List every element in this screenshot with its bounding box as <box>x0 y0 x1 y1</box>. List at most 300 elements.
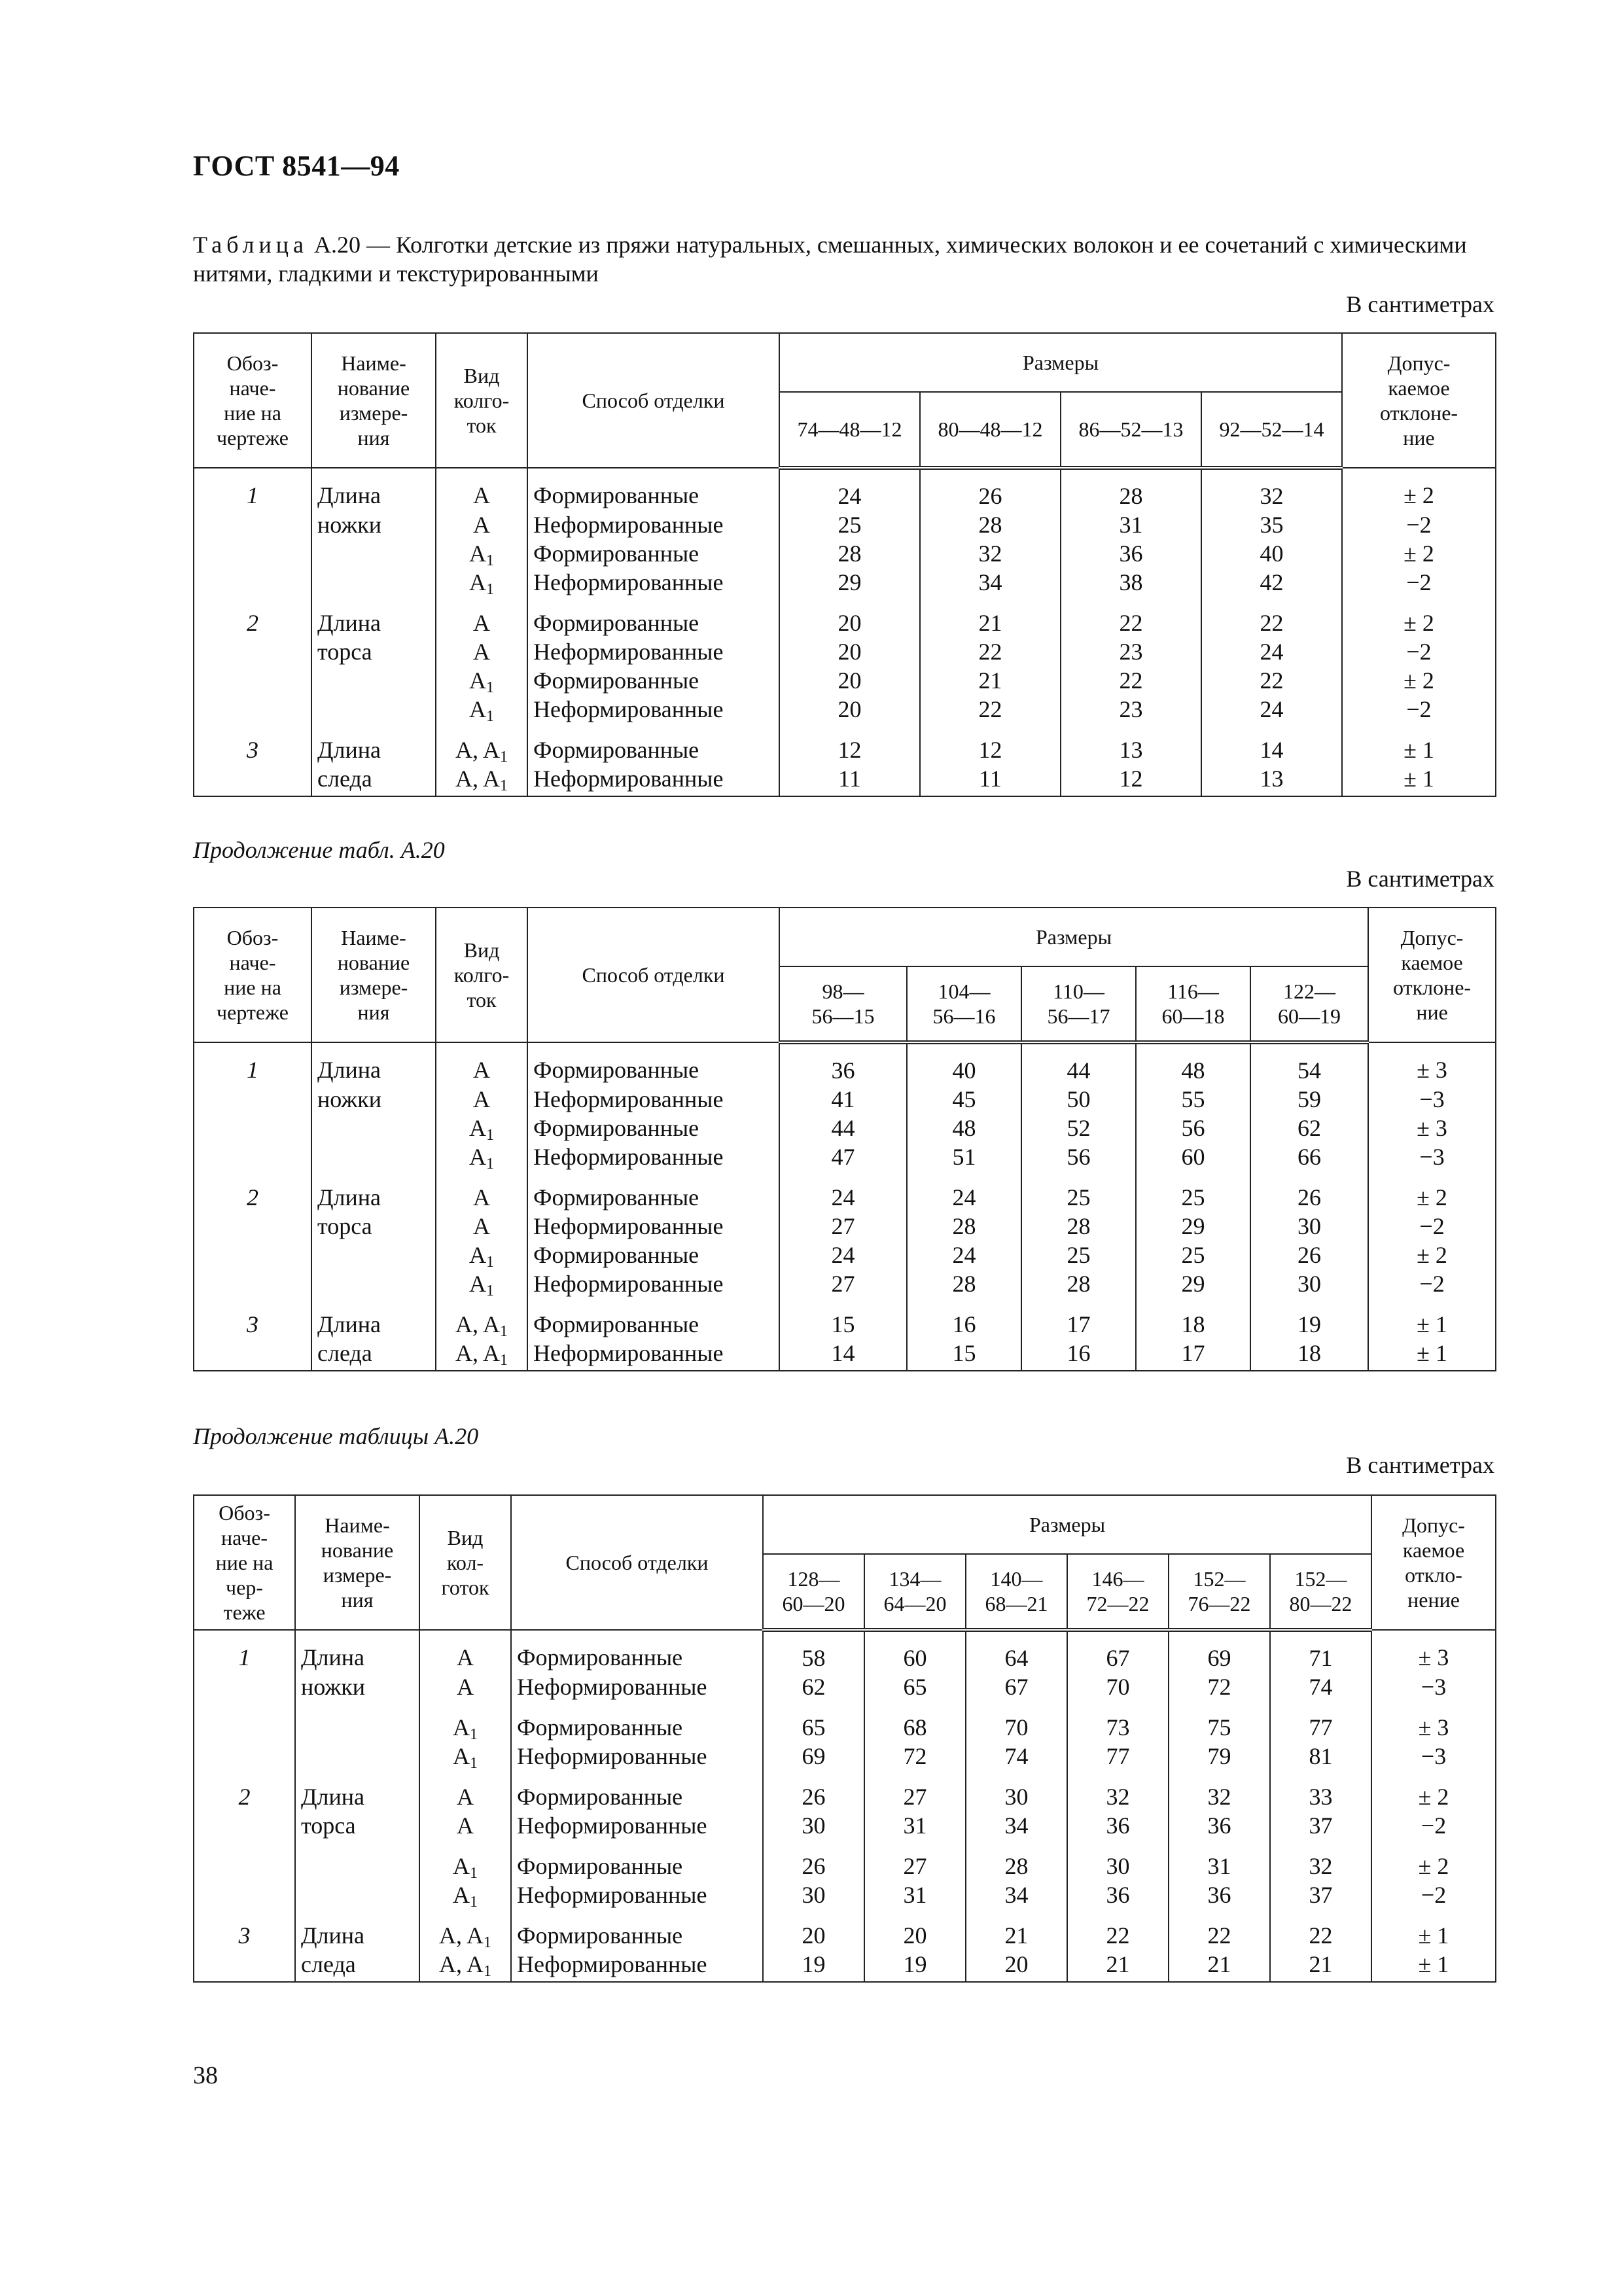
tights-type-cell: A <box>436 1042 527 1085</box>
header-size-value: 110— 56—17 <box>1021 966 1136 1042</box>
table-caption <box>193 230 1495 288</box>
size-value-cell: 14 <box>1201 724 1342 764</box>
size-value-cell: 22 <box>1067 1909 1169 1950</box>
size-value-cell: 22 <box>1201 666 1342 695</box>
size-value-cell: 19 <box>864 1950 966 1982</box>
tights-type-cell: $A_1$ <box>436 539 527 568</box>
tights-type-cell: $A_1$ <box>436 1142 527 1171</box>
continuation-caption-1: Продолжение табл. А.20 <box>193 837 445 863</box>
mark-cell <box>194 1085 311 1114</box>
size-value-cell: 20 <box>779 637 920 666</box>
size-value-cell: 44 <box>1021 1042 1136 1085</box>
finishing-method-cell: Формированные <box>527 1298 779 1339</box>
size-value-cell: 48 <box>907 1114 1021 1142</box>
table-row <box>194 1811 1496 1840</box>
table-row <box>194 1269 1496 1298</box>
tolerance-cell: ± 2 <box>1342 468 1496 510</box>
table-row <box>194 1950 1496 1982</box>
tights-type-cell: A, $A_1$ <box>436 724 527 764</box>
size-value-cell: 27 <box>864 1840 966 1881</box>
mark-cell <box>194 1881 295 1909</box>
size-value-cell: 20 <box>763 1909 864 1950</box>
size-value-cell: 21 <box>920 666 1061 695</box>
table-row <box>194 510 1496 539</box>
mark-cell <box>194 1114 311 1142</box>
size-value-cell: 22 <box>920 695 1061 724</box>
size-value-cell: 68 <box>864 1701 966 1742</box>
tights-type-cell: A <box>436 1212 527 1241</box>
size-value-cell: 24 <box>779 1241 907 1269</box>
tights-type-cell: A, $A_1$ <box>436 1339 527 1371</box>
table-row <box>194 568 1496 597</box>
size-value-cell: 31 <box>1169 1840 1270 1881</box>
tolerance-cell: ± 2 <box>1368 1241 1496 1269</box>
finishing-method-cell: Формированные <box>527 1042 779 1085</box>
size-value-cell: 72 <box>1169 1672 1270 1701</box>
size-value-cell: 24 <box>1201 695 1342 724</box>
measurement-name-cell: ножки <box>311 510 436 539</box>
tights-type-cell: $A_1$ <box>419 1742 511 1771</box>
finishing-method-cell: Неформированные <box>511 1811 763 1840</box>
tolerance-cell: −2 <box>1371 1811 1496 1840</box>
size-value-cell: 70 <box>966 1701 1067 1742</box>
table-row <box>194 1771 1496 1811</box>
measurement-name-cell <box>295 1701 419 1742</box>
size-value-cell: 32 <box>1201 468 1342 510</box>
tights-type-cell: A <box>436 637 527 666</box>
measurement-name-cell: Длина <box>311 1171 436 1212</box>
size-value-cell: 62 <box>1250 1114 1368 1142</box>
measurement-name-cell: Длина <box>295 1771 419 1811</box>
measurement-name-cell <box>311 1142 436 1171</box>
header-size-value: 134— 64—20 <box>864 1554 966 1630</box>
size-value-cell: 37 <box>1270 1811 1371 1840</box>
header-size-value: 104— 56—16 <box>907 966 1021 1042</box>
size-value-cell: 20 <box>864 1909 966 1950</box>
size-value-cell: 27 <box>864 1771 966 1811</box>
size-value-cell: 23 <box>1061 637 1201 666</box>
header-finishing-method: Способ отделки <box>511 1495 763 1630</box>
size-value-cell: 12 <box>1061 764 1201 796</box>
tolerance-cell: −2 <box>1342 695 1496 724</box>
measurement-name-cell <box>295 1840 419 1881</box>
size-value-cell: 22 <box>1061 597 1201 637</box>
measurement-name-cell: следа <box>311 764 436 796</box>
size-value-cell: 32 <box>920 539 1061 568</box>
header-tolerance: Допус- каемое отклоне- ние <box>1342 333 1496 468</box>
table-row <box>194 1298 1496 1339</box>
size-value-cell: 22 <box>1270 1909 1371 1950</box>
table-row <box>194 1840 1496 1881</box>
size-value-cell: 74 <box>1270 1672 1371 1701</box>
size-value-cell: 33 <box>1270 1771 1371 1811</box>
tights-type-cell: A <box>436 468 527 510</box>
size-value-cell: 15 <box>907 1339 1021 1371</box>
size-value-cell: 26 <box>920 468 1061 510</box>
size-value-cell: 21 <box>1067 1950 1169 1982</box>
size-value-cell: 25 <box>1021 1241 1136 1269</box>
mark-cell <box>194 568 311 597</box>
mark-cell <box>194 1672 295 1701</box>
size-value-cell: 21 <box>1169 1950 1270 1982</box>
size-value-cell: 58 <box>763 1630 864 1672</box>
size-value-cell: 34 <box>966 1811 1067 1840</box>
mark-cell <box>194 1950 295 1982</box>
tolerance-cell: −2 <box>1342 568 1496 597</box>
size-table-3 <box>193 1494 1496 1983</box>
finishing-method-cell: Неформированные <box>527 637 779 666</box>
tights-type-cell: $A_1$ <box>419 1840 511 1881</box>
tolerance-cell: ± 1 <box>1368 1339 1496 1371</box>
size-value-cell: 28 <box>1021 1269 1136 1298</box>
size-value-cell: 11 <box>920 764 1061 796</box>
mark-cell <box>194 666 311 695</box>
mark-cell: 3 <box>194 1909 295 1950</box>
mark-cell <box>194 695 311 724</box>
table-row <box>194 764 1496 796</box>
size-value-cell: 59 <box>1250 1085 1368 1114</box>
tolerance-cell: ± 1 <box>1371 1909 1496 1950</box>
size-value-cell: 18 <box>1136 1298 1250 1339</box>
header-size-value: 116— 60—18 <box>1136 966 1250 1042</box>
measurement-name-cell: Длина <box>311 468 436 510</box>
size-value-cell: 36 <box>1067 1881 1169 1909</box>
table-row <box>194 1042 1496 1085</box>
mark-cell <box>194 1142 311 1171</box>
measurement-name-cell <box>311 539 436 568</box>
size-value-cell: 25 <box>1136 1171 1250 1212</box>
measurement-name-cell: ножки <box>311 1085 436 1114</box>
mark-cell: 2 <box>194 1771 295 1811</box>
header-size-value: 80—48—12 <box>920 392 1061 468</box>
measurement-name-cell: следа <box>311 1339 436 1371</box>
header-size-value: 152— 76—22 <box>1169 1554 1270 1630</box>
measurement-name-cell <box>311 666 436 695</box>
caption-text: А.20 — Колготки детские из пряжи натуральных, смешанных, химических волокон и ее сочетаний с химическими нитями, гладкими и текстурированными <box>193 232 1467 287</box>
size-value-cell: 30 <box>1250 1269 1368 1298</box>
tolerance-cell: −2 <box>1371 1881 1496 1909</box>
size-value-cell: 77 <box>1067 1742 1169 1771</box>
size-value-cell: 37 <box>1270 1881 1371 1909</box>
size-value-cell: 40 <box>907 1042 1021 1085</box>
size-value-cell: 52 <box>1021 1114 1136 1142</box>
finishing-method-cell: Формированные <box>511 1701 763 1742</box>
finishing-method-cell: Неформированные <box>527 1269 779 1298</box>
finishing-method-cell: Неформированные <box>527 568 779 597</box>
size-table-2 <box>193 907 1496 1371</box>
header-mark: Обоз- наче- ние на чер- теже <box>194 1495 295 1630</box>
size-value-cell: 22 <box>1061 666 1201 695</box>
size-value-cell: 13 <box>1061 724 1201 764</box>
tights-type-cell: A <box>436 597 527 637</box>
header-mark: Обоз- наче- ние на чертеже <box>194 908 311 1042</box>
table-row <box>194 1672 1496 1701</box>
mark-cell <box>194 1742 295 1771</box>
finishing-method-cell: Неформированные <box>527 764 779 796</box>
table-row <box>194 1701 1496 1742</box>
tolerance-cell: ± 3 <box>1371 1630 1496 1672</box>
size-value-cell: 81 <box>1270 1742 1371 1771</box>
size-value-cell: 74 <box>966 1742 1067 1771</box>
finishing-method-cell: Формированные <box>511 1909 763 1950</box>
tights-type-cell: $A_1$ <box>419 1881 511 1909</box>
tolerance-cell: ± 2 <box>1371 1771 1496 1811</box>
header-sizes: Размеры <box>763 1495 1371 1554</box>
mark-cell <box>194 1701 295 1742</box>
tolerance-cell: ± 3 <box>1371 1701 1496 1742</box>
tights-type-cell: A, $A_1$ <box>419 1950 511 1982</box>
size-value-cell: 22 <box>1169 1909 1270 1950</box>
tights-type-cell: A, $A_1$ <box>436 764 527 796</box>
finishing-method-cell: Формированные <box>527 1171 779 1212</box>
size-value-cell: 32 <box>1169 1771 1270 1811</box>
measurement-name-cell <box>311 695 436 724</box>
tights-type-cell: A <box>419 1811 511 1840</box>
finishing-method-cell: Формированные <box>527 597 779 637</box>
header-tights-type: Вид колго- ток <box>436 908 527 1042</box>
mark-cell <box>194 510 311 539</box>
finishing-method-cell: Неформированные <box>527 695 779 724</box>
table-row <box>194 1114 1496 1142</box>
units-note: В сантиметрах <box>1346 291 1494 317</box>
tolerance-cell: ± 2 <box>1342 666 1496 695</box>
size-value-cell: 12 <box>779 724 920 764</box>
size-value-cell: 64 <box>966 1630 1067 1672</box>
size-value-cell: 28 <box>779 539 920 568</box>
header-size-value: 86—52—13 <box>1061 392 1201 468</box>
finishing-method-cell: Формированные <box>511 1771 763 1811</box>
finishing-method-cell: Формированные <box>527 724 779 764</box>
tolerance-cell: ± 1 <box>1368 1298 1496 1339</box>
size-value-cell: 14 <box>779 1339 907 1371</box>
size-value-cell: 30 <box>966 1771 1067 1811</box>
table-row <box>194 637 1496 666</box>
tights-type-cell: $A_1$ <box>436 666 527 695</box>
size-value-cell: 25 <box>779 510 920 539</box>
size-value-cell: 11 <box>779 764 920 796</box>
finishing-method-cell: Формированные <box>527 1114 779 1142</box>
finishing-method-cell: Неформированные <box>527 1085 779 1114</box>
header-tights-type: Вид колго- ток <box>436 333 527 468</box>
size-value-cell: 20 <box>779 666 920 695</box>
size-value-cell: 51 <box>907 1142 1021 1171</box>
table-row <box>194 724 1496 764</box>
header-size-value: 98— 56—15 <box>779 966 907 1042</box>
tights-type-cell: A <box>419 1672 511 1701</box>
size-value-cell: 30 <box>1250 1212 1368 1241</box>
size-value-cell: 27 <box>779 1269 907 1298</box>
size-value-cell: 18 <box>1250 1339 1368 1371</box>
size-value-cell: 71 <box>1270 1630 1371 1672</box>
tights-type-cell: A <box>436 510 527 539</box>
mark-cell <box>194 764 311 796</box>
size-value-cell: 69 <box>763 1742 864 1771</box>
header-size-value: 140— 68—21 <box>966 1554 1067 1630</box>
table-row <box>194 1142 1496 1171</box>
finishing-method-cell: Формированные <box>511 1630 763 1672</box>
units-note: В сантиметрах <box>1346 1452 1494 1478</box>
tolerance-cell: ± 2 <box>1342 539 1496 568</box>
finishing-method-cell: Формированные <box>527 468 779 510</box>
tights-type-cell: $A_1$ <box>436 1114 527 1142</box>
size-value-cell: 38 <box>1061 568 1201 597</box>
tolerance-cell: −2 <box>1342 637 1496 666</box>
size-value-cell: 24 <box>779 468 920 510</box>
tolerance-cell: −3 <box>1371 1672 1496 1701</box>
mark-cell <box>194 1811 295 1840</box>
size-value-cell: 28 <box>907 1269 1021 1298</box>
header-mark: Обоз- наче- ние на чертеже <box>194 333 311 468</box>
continuation-caption-2: Продолжение таблицы А.20 <box>193 1423 479 1449</box>
finishing-method-cell: Неформированные <box>511 1881 763 1909</box>
mark-cell: 1 <box>194 1042 311 1085</box>
mark-cell <box>194 1212 311 1241</box>
size-value-cell: 19 <box>763 1950 864 1982</box>
mark-cell <box>194 1241 311 1269</box>
size-value-cell: 30 <box>763 1881 864 1909</box>
mark-cell <box>194 1269 311 1298</box>
measurement-name-cell: Длина <box>295 1630 419 1672</box>
header-size-value: 92—52—14 <box>1201 392 1342 468</box>
size-value-cell: 34 <box>920 568 1061 597</box>
finishing-method-cell: Формированные <box>527 666 779 695</box>
tolerance-cell: ± 1 <box>1371 1950 1496 1982</box>
tolerance-cell: −2 <box>1368 1269 1496 1298</box>
finishing-method-cell: Формированные <box>511 1840 763 1881</box>
measurement-name-cell: торса <box>311 1212 436 1241</box>
size-value-cell: 62 <box>763 1672 864 1701</box>
size-value-cell: 20 <box>779 597 920 637</box>
mark-cell: 1 <box>194 468 311 510</box>
size-value-cell: 28 <box>1021 1212 1136 1241</box>
header-measurement-name: Наиме- нование измере- ния <box>295 1495 419 1630</box>
measurement-name-cell: Длина <box>295 1909 419 1950</box>
header-size-value: 74—48—12 <box>779 392 920 468</box>
tolerance-cell: −3 <box>1368 1085 1496 1114</box>
mark-cell: 1 <box>194 1630 295 1672</box>
size-value-cell: 28 <box>1061 468 1201 510</box>
size-value-cell: 20 <box>966 1950 1067 1982</box>
size-value-cell: 21 <box>966 1909 1067 1950</box>
size-value-cell: 36 <box>779 1042 907 1085</box>
table-row <box>194 1241 1496 1269</box>
size-value-cell: 47 <box>779 1142 907 1171</box>
size-value-cell: 13 <box>1201 764 1342 796</box>
mark-cell <box>194 637 311 666</box>
measurement-name-cell <box>295 1742 419 1771</box>
size-value-cell: 45 <box>907 1085 1021 1114</box>
size-value-cell: 48 <box>1136 1042 1250 1085</box>
measurement-name-cell: Длина <box>311 597 436 637</box>
size-value-cell: 36 <box>1169 1811 1270 1840</box>
finishing-method-cell: Неформированные <box>527 1212 779 1241</box>
table-row <box>194 1909 1496 1950</box>
size-value-cell: 60 <box>864 1630 966 1672</box>
header-finishing-method: Способ отделки <box>527 908 779 1042</box>
table-row <box>194 1339 1496 1371</box>
size-value-cell: 29 <box>1136 1269 1250 1298</box>
size-value-cell: 50 <box>1021 1085 1136 1114</box>
header-tights-type: Вид кол- готок <box>419 1495 511 1630</box>
size-value-cell: 26 <box>1250 1241 1368 1269</box>
size-value-cell: 60 <box>1136 1142 1250 1171</box>
mark-cell <box>194 1840 295 1881</box>
tolerance-cell: ± 2 <box>1368 1171 1496 1212</box>
measurement-name-cell: торса <box>295 1811 419 1840</box>
header-tolerance: Допус- каемое отклоне- ние <box>1368 908 1496 1042</box>
tights-type-cell: $A_1$ <box>436 568 527 597</box>
size-value-cell: 21 <box>920 597 1061 637</box>
mark-cell: 3 <box>194 724 311 764</box>
size-value-cell: 26 <box>763 1840 864 1881</box>
size-value-cell: 28 <box>920 510 1061 539</box>
size-value-cell: 28 <box>966 1840 1067 1881</box>
finishing-method-cell: Неформированные <box>511 1672 763 1701</box>
measurement-name-cell: Длина <box>311 1298 436 1339</box>
size-value-cell: 36 <box>1169 1881 1270 1909</box>
table-row <box>194 597 1496 637</box>
table-row <box>194 1085 1496 1114</box>
measurement-name-cell: Длина <box>311 1042 436 1085</box>
header-sizes: Размеры <box>779 908 1368 966</box>
size-value-cell: 15 <box>779 1298 907 1339</box>
tights-type-cell: $A_1$ <box>436 1269 527 1298</box>
size-value-cell: 16 <box>907 1298 1021 1339</box>
tolerance-cell: ± 3 <box>1368 1114 1496 1142</box>
measurement-name-cell: следа <box>295 1950 419 1982</box>
size-value-cell: 56 <box>1021 1142 1136 1171</box>
tights-type-cell: A, $A_1$ <box>436 1298 527 1339</box>
mark-cell <box>194 1339 311 1371</box>
measurement-name-cell: ножки <box>295 1672 419 1701</box>
size-value-cell: 69 <box>1169 1630 1270 1672</box>
size-value-cell: 25 <box>1136 1241 1250 1269</box>
page-number: 38 <box>193 2062 218 2089</box>
mark-cell <box>194 539 311 568</box>
size-value-cell: 44 <box>779 1114 907 1142</box>
size-value-cell: 25 <box>1021 1171 1136 1212</box>
size-value-cell: 67 <box>966 1672 1067 1701</box>
header-tolerance: Допус- каемое откло- нение <box>1371 1495 1496 1630</box>
header-size-value: 152— 80—22 <box>1270 1554 1371 1630</box>
size-value-cell: 34 <box>966 1881 1067 1909</box>
size-value-cell: 23 <box>1061 695 1201 724</box>
header-measurement-name: Наиме- нование измере- ния <box>311 908 436 1042</box>
header-sizes: Размеры <box>779 333 1342 392</box>
tolerance-cell: ± 2 <box>1342 597 1496 637</box>
measurement-name-cell <box>311 1241 436 1269</box>
finishing-method-cell: Неформированные <box>527 1142 779 1171</box>
mark-cell: 2 <box>194 597 311 637</box>
size-value-cell: 70 <box>1067 1672 1169 1701</box>
size-value-cell: 28 <box>907 1212 1021 1241</box>
tolerance-cell: ± 1 <box>1342 764 1496 796</box>
size-value-cell: 17 <box>1021 1298 1136 1339</box>
tights-type-cell: A <box>419 1771 511 1811</box>
measurement-name-cell <box>311 1269 436 1298</box>
size-value-cell: 21 <box>1270 1950 1371 1982</box>
table-row <box>194 695 1496 724</box>
finishing-method-cell: Неформированные <box>527 510 779 539</box>
tights-type-cell: A <box>436 1171 527 1212</box>
table-row <box>194 468 1496 510</box>
finishing-method-cell: Неформированные <box>511 1742 763 1771</box>
size-value-cell: 22 <box>920 637 1061 666</box>
size-value-cell: 73 <box>1067 1701 1169 1742</box>
measurement-name-cell <box>311 1114 436 1142</box>
tights-type-cell: $A_1$ <box>419 1701 511 1742</box>
size-value-cell: 31 <box>864 1881 966 1909</box>
